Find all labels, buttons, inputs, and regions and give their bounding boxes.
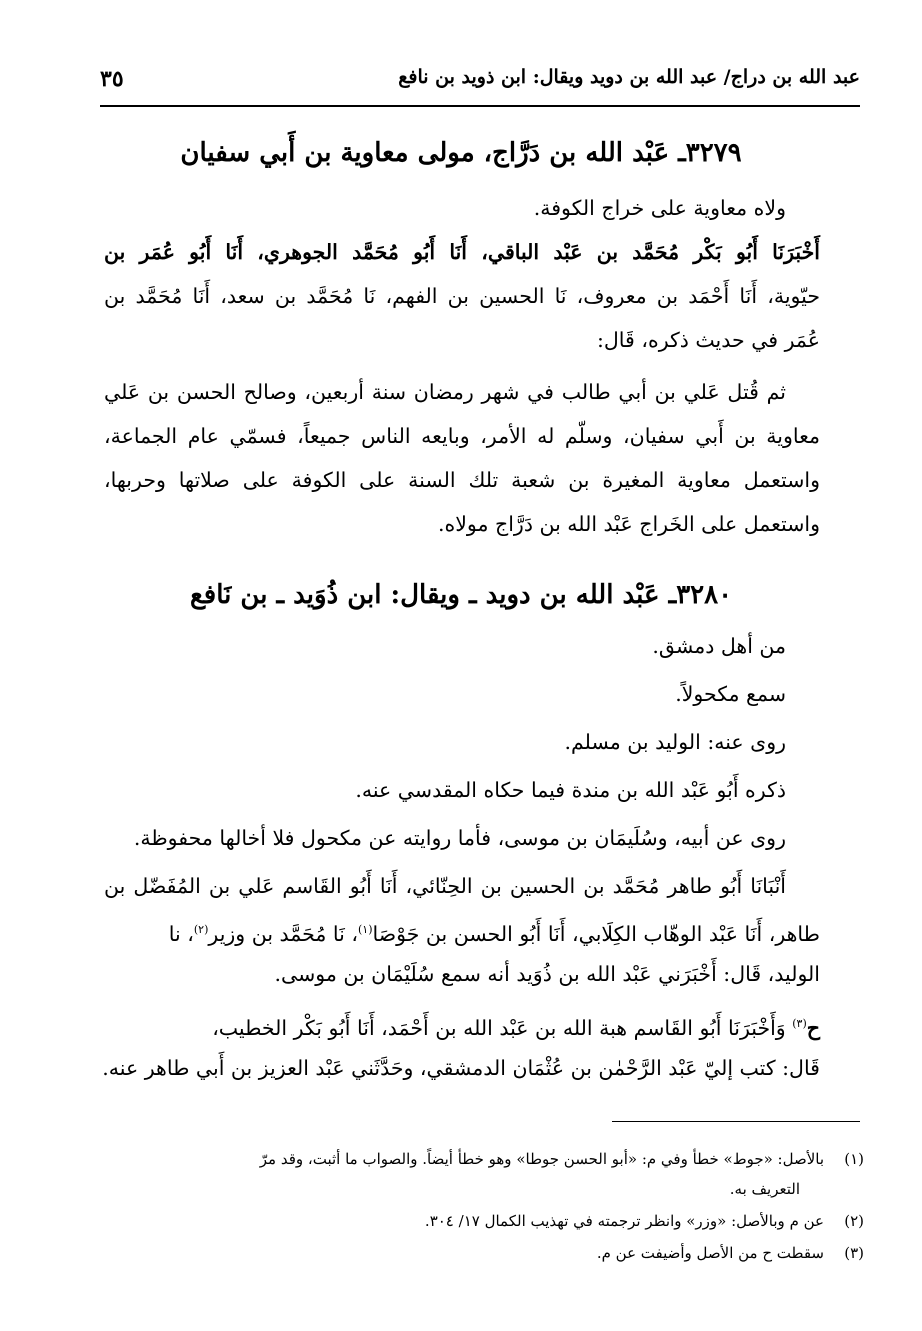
isnad-keyword: أَخْبَرَنَا أَبُو بَكْر مُحَمَّد بن عَبْد الباقي، أَنَا أَبُو مُحَمَّد الجوهري، أَنَا أَبُو عُمَر بن xyxy=(104,240,820,264)
footnote-1-continuation: التعريف به. xyxy=(729,1180,800,1198)
line-segment: ، نَا مُحَمَّد بن وزير xyxy=(208,921,358,946)
entry-line: ولاه معاوية على خراج الكوفة. xyxy=(533,196,786,220)
entry-line xyxy=(104,1004,820,1044)
entry-line: واستعمل على الخَراج عَبْد الله بن دَرَّاج مولاه. xyxy=(437,512,820,536)
running-header xyxy=(100,66,860,106)
footnote-ref-3[interactable]: (٣) xyxy=(792,1017,807,1030)
entry-line: معاوية بن أَبي سفيان، وسلّم له الأمر، وبايعه الناس جميعاً، فسمّي عام الجماعة، xyxy=(104,424,820,448)
entry-line: من أهل دمشق. xyxy=(652,634,786,658)
footnote-ref-1[interactable]: (١) xyxy=(357,923,373,936)
line-segment: ، نا xyxy=(168,921,194,946)
entry-line xyxy=(104,910,820,950)
footnote-number: (١) xyxy=(844,1150,864,1168)
line-segment: وَأَخْبَرَنَا أَبُو القَاسم هبة الله بن عَبْد الله بن أَحْمَد، أَنَا أَبُو بَكْر الخطيب، xyxy=(212,1015,786,1040)
ha-marker: ح xyxy=(806,1015,820,1040)
entry-line: ثم قُتل عَلي بن أبي طالب في شهر رمضان سنة أربعين، وصالح الحسن بن عَلي xyxy=(104,380,786,404)
footnote-rule xyxy=(612,1121,860,1122)
line-segment: طاهر، أَنَا عَبْد الوهّاب الكِلَابي، أَنَا أَبُو الحسن بن جَوْصَا xyxy=(372,921,820,946)
entry-line: واستعمل معاوية المغيرة بن شعبة تلك السنة على الكوفة على صلاتها وحربها، xyxy=(104,468,820,492)
footnote-ref-2[interactable]: (٢) xyxy=(193,923,209,936)
entry-line: قَال: كتب إليّ عَبْد الرَّحْمٰن بن عُثْمَان الدمشقي، وحَدَّثَني عَبْد العزيز بن أَبي طاهر عنه. xyxy=(102,1056,820,1080)
entry-line: أَنْبَانَا أَبُو طاهر مُحَمَّد بن الحسين بن الحِنّائي، أَنَا أَبُو القَاسم عَلي بن المُفَضّل بن xyxy=(104,874,786,898)
footnote-3 xyxy=(100,1244,864,1262)
footnote-number: (٣) xyxy=(844,1244,864,1262)
footnote-text: سقطت ح من الأصل وأضيفت عن م. xyxy=(596,1244,824,1262)
footnote-1 xyxy=(100,1150,864,1168)
entry-line: عُمَر في حديث ذكره، قَال: xyxy=(596,328,820,352)
page-number: ٣٥ xyxy=(100,66,124,92)
footnote-2 xyxy=(100,1212,864,1230)
entry-line: روى عن أبيه، وسُلَيمَان بن موسى، فأما روايته عن مكحول فلا أخالها محفوظة. xyxy=(133,826,786,850)
footnote-text: بالأصل: «جوط» خطأ وفي م: «أبو الحسن جوطا» وهو خطأ أيضاً. والصواب ما أثبت، وقد مرّ xyxy=(259,1150,824,1168)
running-header-title: عبد الله بن دراج/ عبد الله بن دويد ويقال: ابن ذويد بن نافع xyxy=(398,66,860,88)
entry-line: ذكره أَبُو عَبْد الله بن مندة فيما حكاه المقدسي عنه. xyxy=(355,778,786,802)
entry-line: حيّوية، أَنَا أَحْمَد بن معروف، نَا الحسين بن الفهم، نَا مُحَمَّد بن سعد، أَنَا مُحَمَّد بن xyxy=(104,284,820,308)
footnote-text: عن م وبالأصل: «وزر» وانظر ترجمته في تهذيب الكمال ١٧/ ٣٠٤. xyxy=(424,1212,824,1230)
entry-heading-3279: ٣٢٧٩ـ عَبْد الله بن دَرَّاج، مولى معاوية بن أَبي سفيان xyxy=(180,138,742,168)
entry-line xyxy=(104,232,820,272)
entry-line: روى عنه: الوليد بن مسلم. xyxy=(564,730,786,754)
header-rule xyxy=(100,105,860,107)
entry-line: سمع مكحولاً. xyxy=(675,682,786,706)
footnote-number: (٢) xyxy=(844,1212,864,1230)
entry-heading-3280: ٣٢٨٠ـ عَبْد الله بن دويد ـ ويقال: ابن ذُوَيد ـ بن نَافع xyxy=(189,580,733,610)
entry-line: الوليد، قَال: أَخْبَرَني عَبْد الله بن ذُوَيد أنه سمع سُلَيْمَان بن موسى. xyxy=(274,962,820,986)
